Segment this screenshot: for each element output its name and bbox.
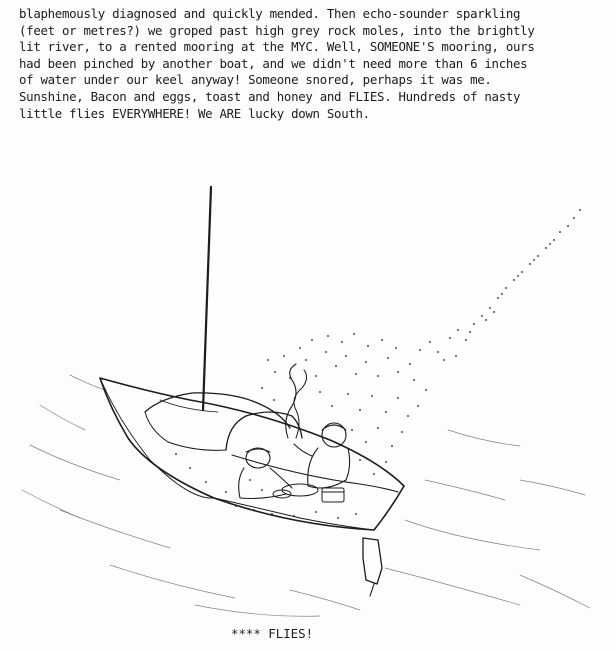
cabin-top (145, 393, 290, 428)
article-line: of water under our keel anyway! Someone snored, perhaps it was me. (19, 72, 492, 88)
illustration-caption: **** FLIES! (231, 626, 314, 641)
article-line: Sunshine, Bacon and eggs, toast and honey and FLIES. Hundreds of nasty (19, 88, 521, 104)
article-line: lit river, to a rented mooring at the MYC. Well, SOMEONE'S mooring, ours (19, 39, 535, 55)
article-line: little flies EVERYWHERE! We ARE lucky down South. (19, 105, 370, 121)
article-line: had been pinched by another boat, and we didn't need more than 6 inches (19, 55, 528, 71)
boat-illustration (0, 180, 616, 620)
article-line: (feet or metres?) we groped past high grey rock moles, into the brightly (19, 22, 535, 38)
article-line: blaphemously diagnosed and quickly mended. Then echo-sounder sparkling (19, 6, 521, 21)
flies-swarm (175, 209, 581, 519)
mast (203, 187, 211, 410)
outboard-motor (363, 538, 382, 584)
article-text (19, 6, 615, 122)
person-left (239, 448, 292, 499)
